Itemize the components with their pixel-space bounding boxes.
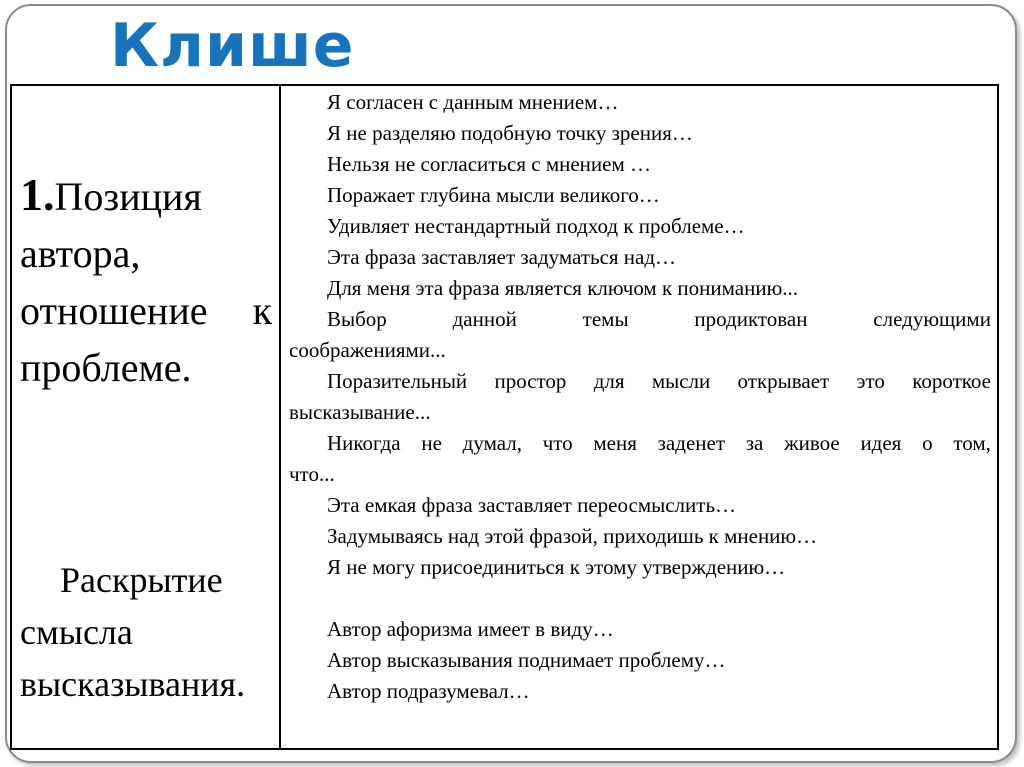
cliche-table <box>10 84 999 750</box>
heading-line: Позиция <box>54 174 202 219</box>
phrase-line-continuation: соображениями... <box>289 338 446 362</box>
heading-word: к <box>252 288 272 333</box>
left-cell <box>12 86 281 748</box>
phrase-word: что <box>542 431 573 455</box>
phrase-full <box>281 86 282 87</box>
phrase-word: данной <box>452 307 517 331</box>
phrase-line-continuation: что... <box>289 462 335 486</box>
phrase-word: думал, <box>462 431 522 455</box>
subheading-line: смысла <box>20 612 133 652</box>
phrase-word: идея <box>860 431 902 455</box>
phrase-word: о <box>922 431 933 455</box>
phrase-word: открывает <box>737 369 830 393</box>
phrase-line-wrapped <box>289 304 991 335</box>
phrase-word: мысли <box>651 369 711 393</box>
section-heading <box>20 166 272 396</box>
phrase-word: для <box>593 369 625 393</box>
heading-line: проблеме. <box>20 345 192 390</box>
phrase-line-wrapped <box>289 366 991 397</box>
phrase-line-continuation: высказывание... <box>289 400 431 424</box>
phrase-line: Для меня эта фраза является ключом к пониманию... <box>327 276 799 300</box>
section-subheading <box>20 554 272 710</box>
phrase-word: том, <box>953 431 991 455</box>
phrase-line: Удивляет нестандартный подход к проблеме… <box>327 214 745 238</box>
phrase-line: Автор афоризма имеет в виду… <box>327 617 614 641</box>
heading-line: автора, <box>20 231 141 276</box>
phrase-line: Автор высказывания поднимает проблему… <box>327 648 726 672</box>
phrase-list <box>289 87 991 707</box>
slide-title: Клише <box>110 11 355 81</box>
phrase-line: Я не разделяю подобную точку зрения… <box>327 121 693 145</box>
wrapped-phrase-sources <box>281 86 282 87</box>
phrase-line-wrapped <box>289 428 991 459</box>
phrase-line: Автор подразумевал… <box>327 679 530 703</box>
phrase-word: темы <box>582 307 629 331</box>
phrase-word: продиктован <box>694 307 808 331</box>
subheading-line: Раскрытие <box>60 560 223 600</box>
phrase-word: Поразительный <box>327 369 468 393</box>
phrase-word: короткое <box>912 369 991 393</box>
phrase-word: за <box>745 431 764 455</box>
phrase-word: это <box>856 369 885 393</box>
phrase-word: Выбор <box>327 307 387 331</box>
phrase-word: меня <box>593 431 637 455</box>
heading-line <box>20 282 272 339</box>
phrase-line: Эта емкая фраза заставляет переосмыслить… <box>327 493 737 517</box>
right-cell <box>281 86 997 748</box>
phrase-word: простор <box>494 369 567 393</box>
spacer <box>289 583 991 614</box>
phrase-line: Я не могу присоединиться к этому утверждению… <box>327 555 786 579</box>
subheading-line: высказывания. <box>20 664 246 704</box>
phrase-word: Никогда <box>327 431 401 455</box>
phrase-line: Я согласен с данным мнением… <box>327 90 619 114</box>
phrase-line: Эта фраза заставляет задуматься над… <box>327 245 677 269</box>
phrase-line: Нельзя не согласиться с мнением … <box>327 152 652 176</box>
phrase-word: живое <box>784 431 840 455</box>
section-number: 1. <box>20 169 55 220</box>
phrase-word: заденет <box>657 431 725 455</box>
phrase-word: не <box>421 431 442 455</box>
heading-word: отношение <box>20 288 208 333</box>
phrase-line: Поражает глубина мысли великого… <box>327 183 660 207</box>
phrase-word: следующими <box>873 307 991 331</box>
phrase-line: Задумываясь над этой фразой, приходишь к мнению… <box>327 524 818 548</box>
